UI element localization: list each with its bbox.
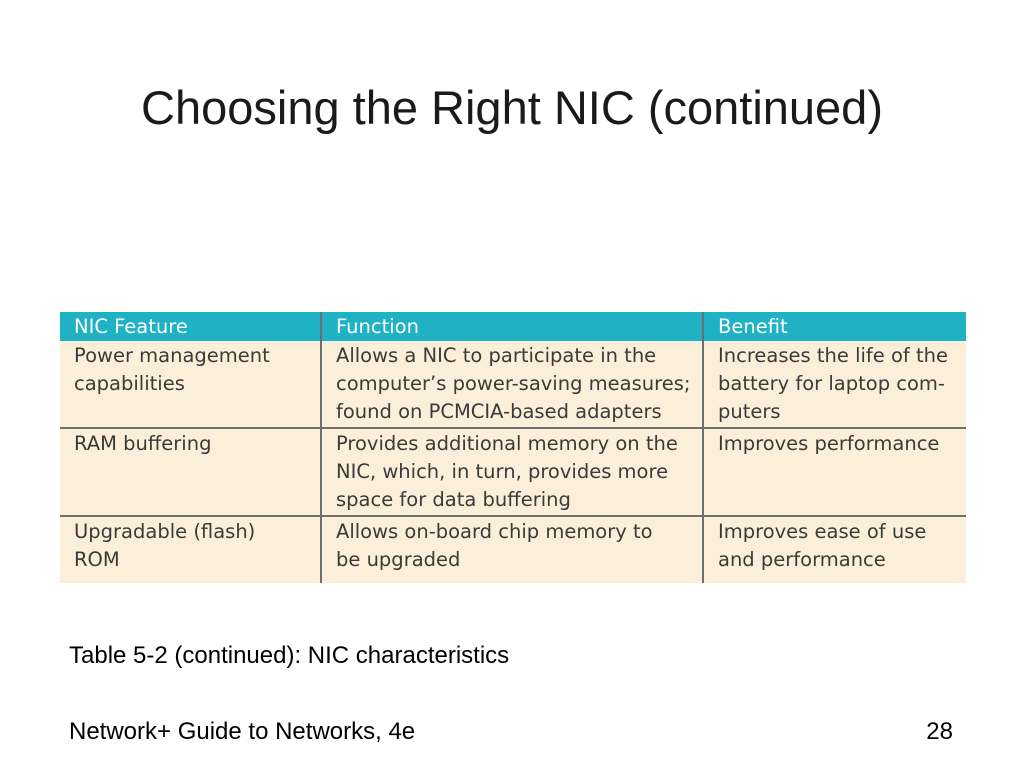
- table-row: [60, 516, 966, 583]
- cell-line: be upgraded: [336, 548, 461, 571]
- cell-benefit: [703, 341, 966, 428]
- header-benefit: Benefit: [703, 312, 966, 341]
- cell-function: [321, 428, 703, 516]
- cell-function: [321, 516, 703, 583]
- cell-line: Allows a NIC to participate in the: [336, 344, 657, 367]
- cell-benefit: [703, 516, 966, 583]
- cell-line: NIC, which, in turn, provides more: [336, 460, 669, 483]
- cell-line: Upgradable (flash): [74, 520, 256, 543]
- cell-line: found on PCMCIA-based adapters: [336, 400, 662, 423]
- table-row: [60, 428, 966, 516]
- nic-characteristics-table: [60, 312, 966, 581]
- table-row: [60, 341, 966, 428]
- cell-line: Allows on-board chip memory to: [336, 520, 653, 543]
- cell-line: computer’s power-saving measures;: [336, 372, 691, 395]
- header-nic-feature: NIC Feature: [60, 312, 321, 341]
- cell-line: puters: [718, 400, 781, 423]
- cell-line: Improves performance: [718, 432, 940, 455]
- cell-function: [321, 341, 703, 428]
- table-header-row: [60, 312, 966, 341]
- slide-title: Choosing the Right NIC (continued): [141, 81, 883, 134]
- cell-feature: [60, 428, 321, 516]
- table-caption: Table 5-2 (continued): NIC characteristics: [69, 642, 510, 669]
- footer-book-title: Network+ Guide to Networks, 4e: [69, 718, 416, 745]
- cell-line: ROM: [74, 548, 120, 571]
- cell-line: space for data buffering: [336, 488, 571, 511]
- cell-line: Improves ease of use: [718, 520, 927, 543]
- cell-line: Power management: [74, 344, 270, 367]
- cell-feature: [60, 341, 321, 428]
- cell-line: and performance: [718, 548, 886, 571]
- header-function: Function: [321, 312, 703, 341]
- cell-line: capabilities: [74, 372, 185, 395]
- cell-line: RAM buffering: [74, 432, 212, 455]
- cell-line: Provides additional memory on the: [336, 432, 678, 455]
- cell-line: Increases the life of the: [718, 344, 948, 367]
- cell-line: battery for laptop com-: [718, 372, 945, 395]
- table: [60, 312, 966, 583]
- cell-feature: [60, 516, 321, 583]
- cell-benefit: [703, 428, 966, 516]
- page-number: 28: [926, 718, 953, 745]
